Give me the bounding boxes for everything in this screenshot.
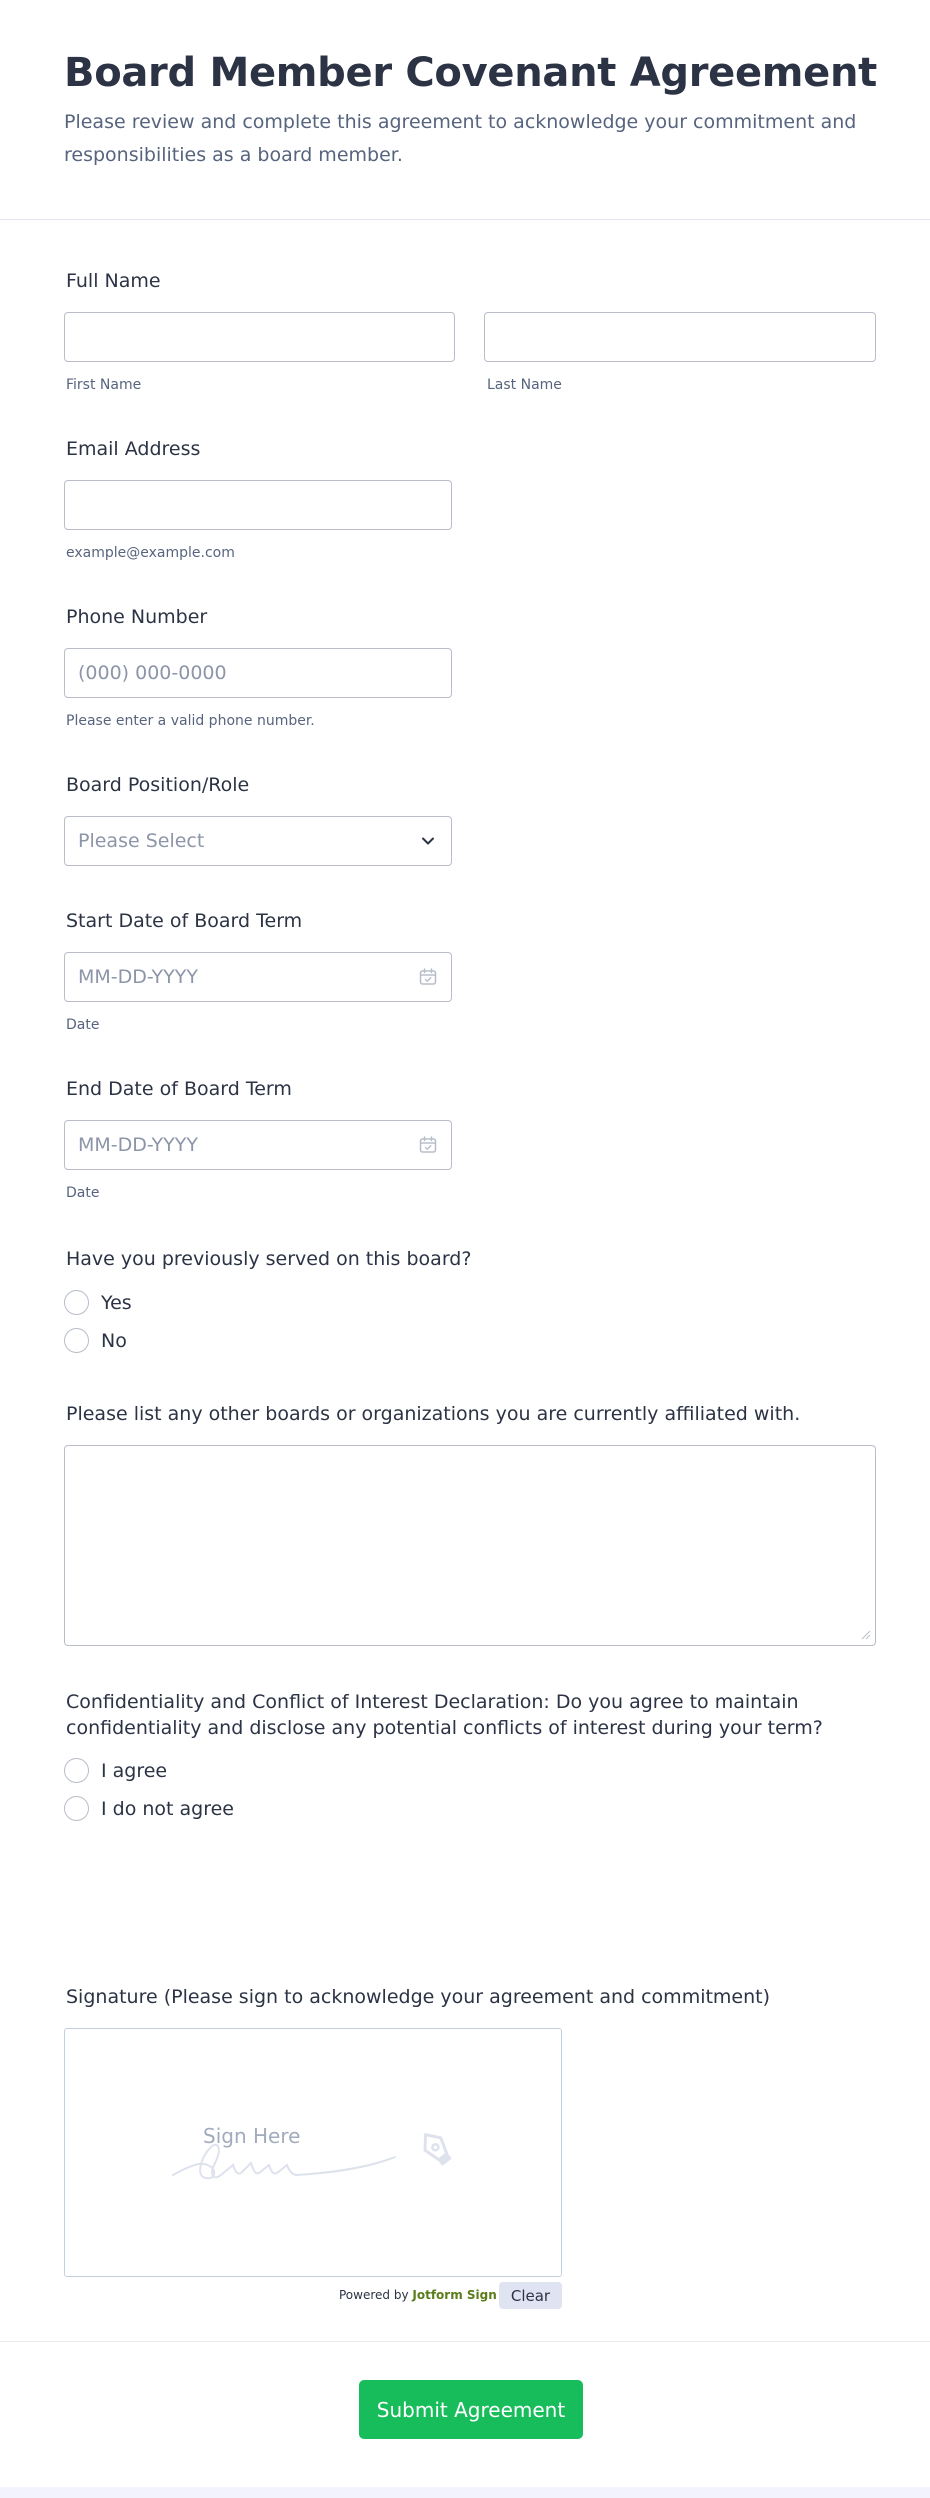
signature-pad[interactable] (64, 2028, 562, 2277)
confidentiality-question-line2: confidentiality and disclose any potential conflicts of interest during your term? (66, 1717, 823, 1739)
radio-option-agree[interactable] (64, 1758, 167, 1783)
radio-button[interactable] (64, 1758, 89, 1783)
submit-button[interactable]: Submit Agreement (359, 2380, 583, 2439)
email-sublabel: example@example.com (66, 545, 235, 561)
resize-grip-icon[interactable] (859, 1628, 871, 1640)
phone-input[interactable] (64, 648, 452, 698)
end-date-label: End Date of Board Term (66, 1078, 292, 1100)
powered-by-label: Powered by (339, 2288, 409, 2302)
calendar-icon[interactable] (418, 967, 438, 987)
radio-button[interactable] (64, 1328, 89, 1353)
affiliations-label: Please list any other boards or organizations you are currently affiliated with. (66, 1403, 801, 1425)
affiliations-textarea[interactable] (64, 1445, 876, 1646)
chevron-down-icon (419, 832, 437, 850)
last-name-sublabel: Last Name (487, 377, 562, 393)
email-input[interactable] (64, 480, 452, 530)
form-header (0, 0, 930, 220)
position-select[interactable] (64, 816, 452, 866)
phone-label: Phone Number (66, 606, 208, 628)
page-title: Board Member Covenant Agreement (64, 50, 877, 96)
radio-option-no[interactable] (64, 1328, 127, 1353)
full-name-label: Full Name (66, 270, 161, 292)
end-date-sublabel: Date (66, 1185, 100, 1201)
radio-label: I agree (101, 1759, 168, 1782)
signature-illustration (65, 2029, 563, 2278)
calendar-icon[interactable] (418, 1135, 438, 1155)
start-date-label: Start Date of Board Term (66, 910, 303, 932)
radio-label: Yes (101, 1291, 132, 1314)
confidentiality-question-line1: Confidentiality and Conflict of Interest Declaration: Do you agree to maintain (66, 1691, 799, 1713)
signature-placeholder: Sign Here (203, 2124, 301, 2148)
radio-button[interactable] (64, 1796, 89, 1821)
position-select-value: Please Select (78, 830, 205, 852)
radio-option-disagree[interactable] (64, 1796, 234, 1821)
radio-option-yes[interactable] (64, 1290, 132, 1315)
radio-label: I do not agree (101, 1797, 234, 1820)
served-question: Have you previously served on this board? (66, 1248, 472, 1270)
end-date-field (64, 1120, 452, 1170)
start-date-field (64, 952, 452, 1002)
end-date-input[interactable] (64, 1120, 452, 1170)
radio-label: No (101, 1329, 127, 1352)
clear-signature-button[interactable]: Clear (499, 2282, 562, 2309)
start-date-input[interactable] (64, 952, 452, 1002)
pen-nib-icon (413, 2125, 459, 2171)
phone-sublabel: Please enter a valid phone number. (66, 713, 315, 729)
first-name-input[interactable] (64, 312, 455, 362)
last-name-input[interactable] (484, 312, 876, 362)
powered-by-text (339, 2288, 497, 2302)
first-name-sublabel: First Name (66, 377, 142, 393)
position-label: Board Position/Role (66, 774, 250, 796)
email-label: Email Address (66, 438, 201, 460)
jotform-sign-brand: Jotform Sign (412, 2288, 497, 2302)
footer-divider (0, 2341, 930, 2342)
start-date-sublabel: Date (66, 1017, 100, 1033)
radio-button[interactable] (64, 1290, 89, 1315)
page-subtitle: Please review and complete this agreement to acknowledge your commitment and responsibilities as a board member. (64, 111, 857, 166)
bottom-strip (0, 2487, 930, 2498)
signature-label: Signature (Please sign to acknowledge your agreement and commitment) (66, 1986, 771, 2008)
